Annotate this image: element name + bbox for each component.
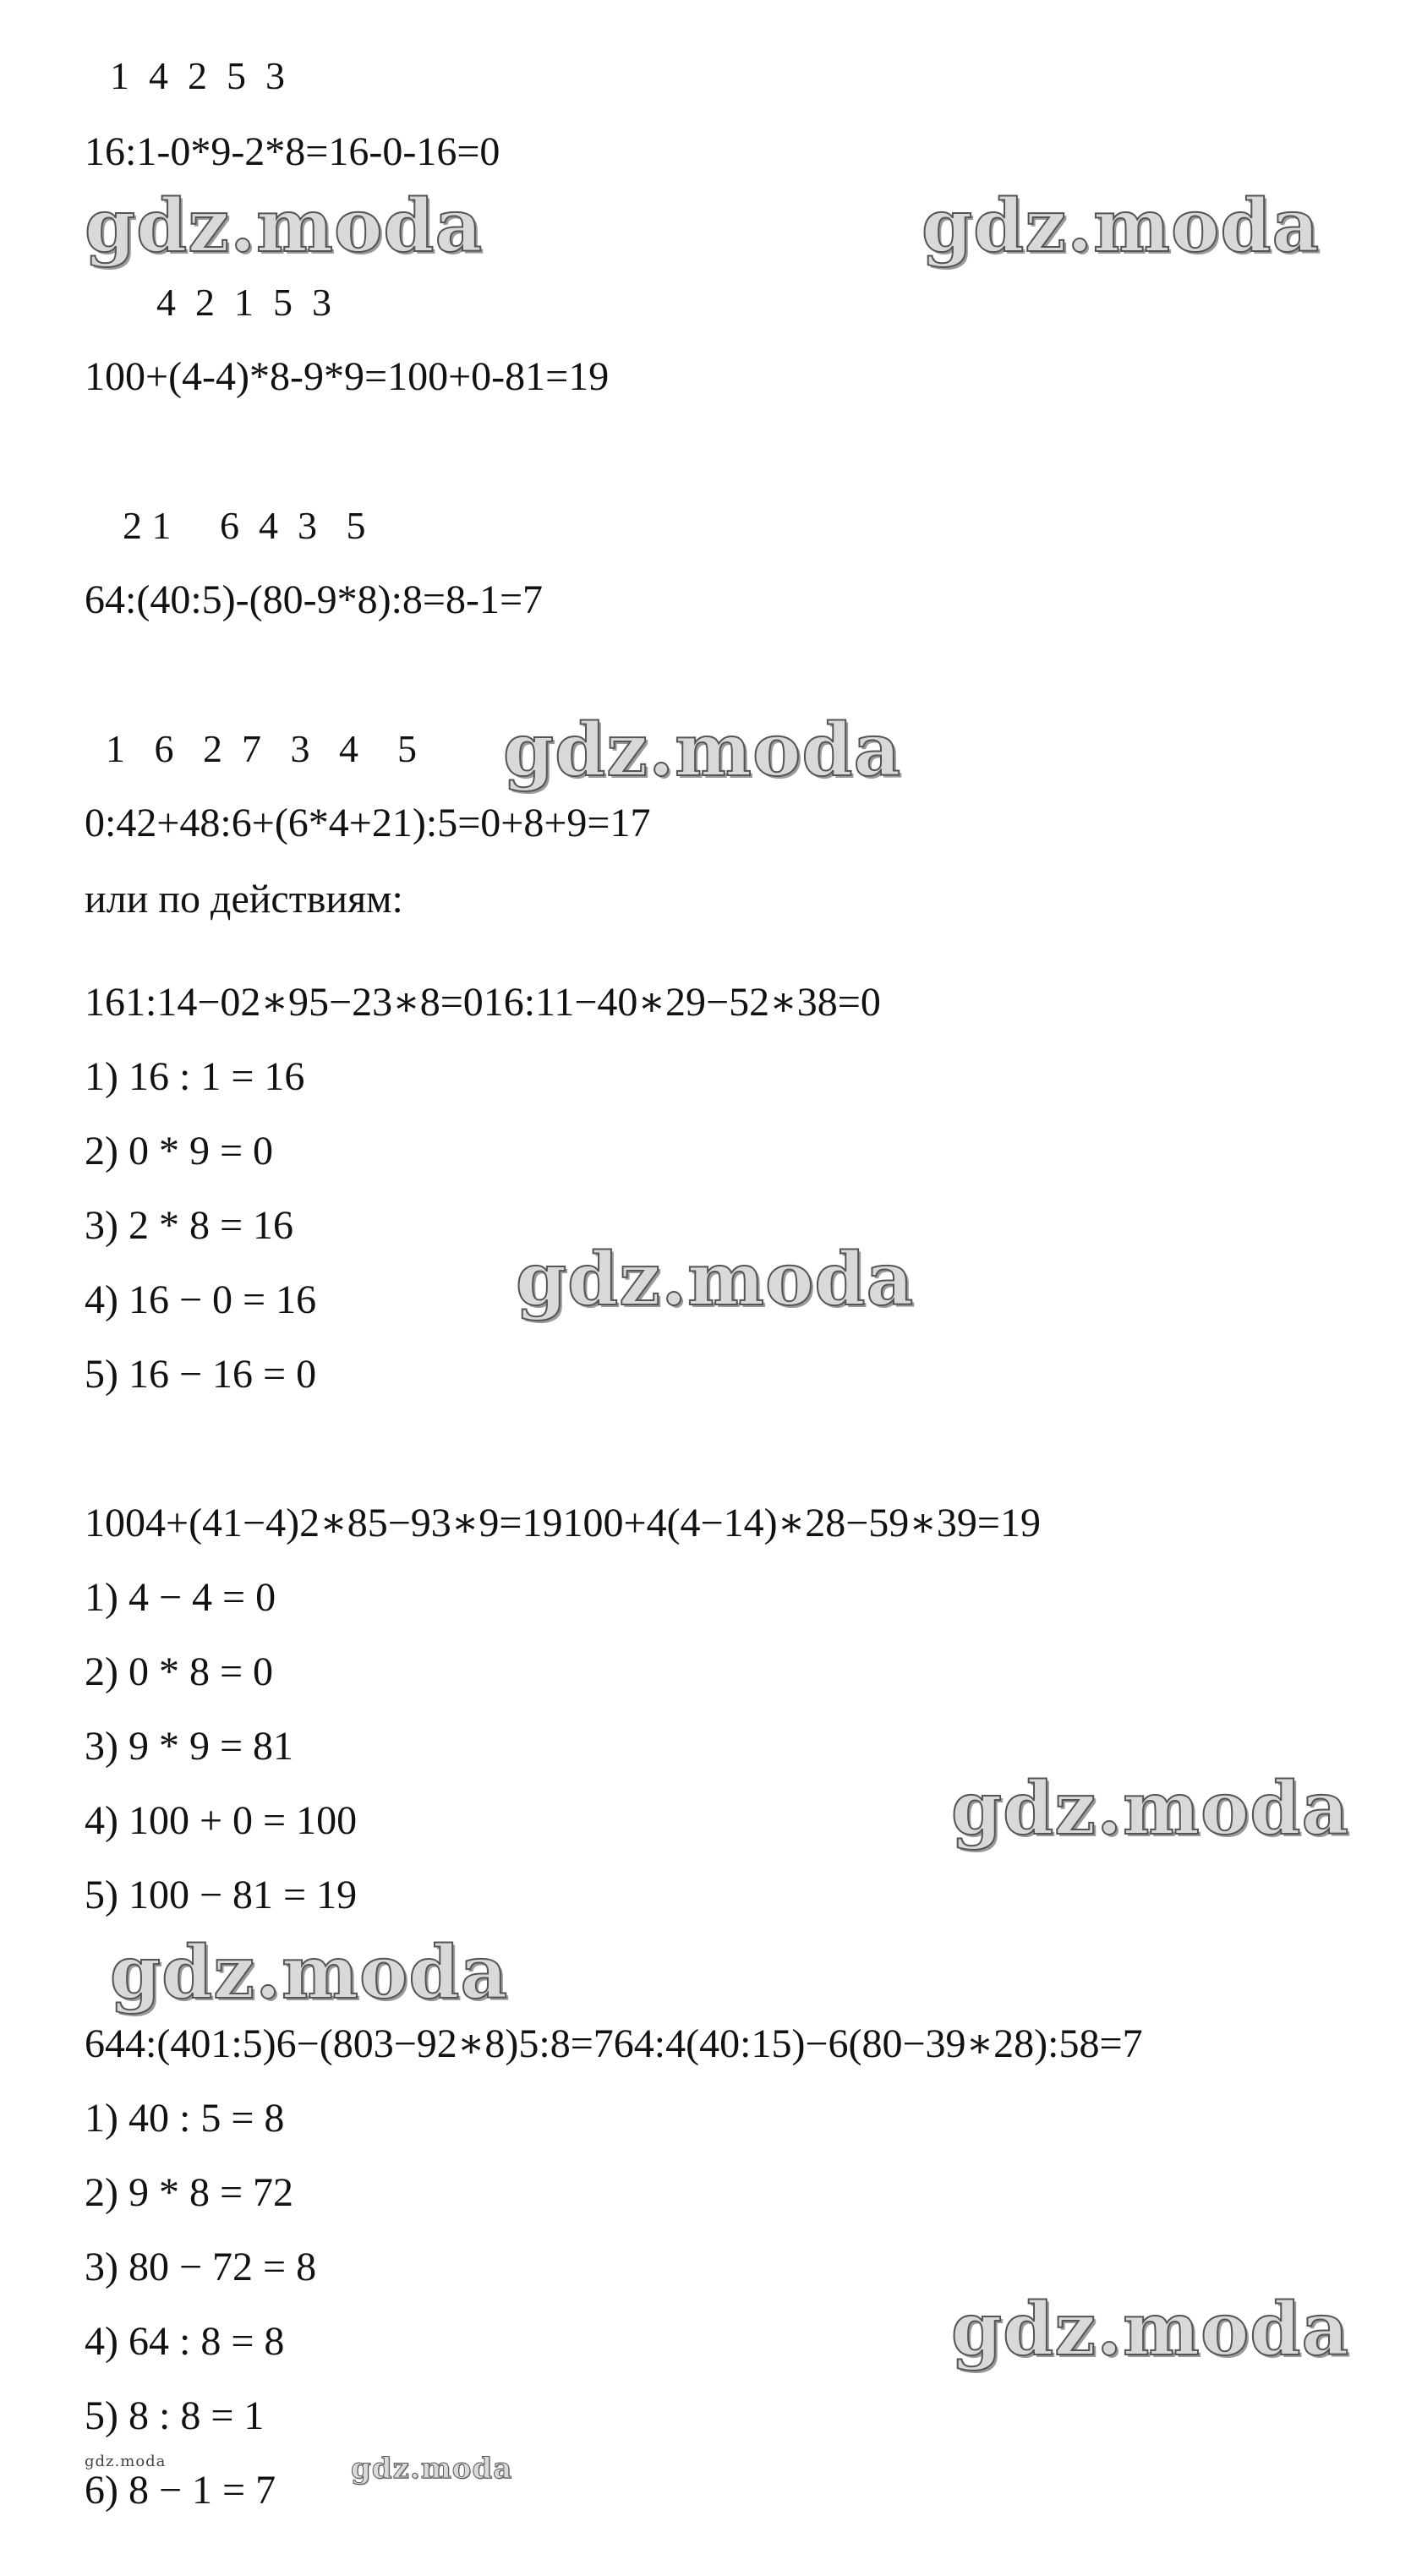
steps3-item: 4) 64 : 8 = 8	[85, 2319, 285, 2364]
steps2-item: 1) 4 − 4 = 0	[85, 1575, 276, 1620]
steps2-item: 3) 9 * 9 = 81	[85, 1724, 294, 1769]
watermark-logo: gdz.moda	[951, 1766, 1350, 1851]
order-numbers-3: 2 1 6 4 3 5	[123, 504, 366, 547]
steps3-item: 2) 9 * 8 = 72	[85, 2170, 294, 2215]
order-numbers-4: 1 6 2 7 3 4 5	[106, 727, 417, 770]
steps2-item: 2) 0 * 8 = 0	[85, 1649, 274, 1694]
steps3-expression: 644:(401:5)6−(803−92∗8)5:8=764:4(40:15)−6(80−39∗28):58=7	[85, 2021, 1143, 2066]
intro-text: или по действиям:	[85, 877, 403, 922]
order-numbers-1: 1 4 2 5 3	[110, 54, 285, 97]
steps1-item: 2) 0 * 9 = 0	[85, 1129, 274, 1173]
steps3-item: 6) 8 − 1 = 7	[85, 2468, 276, 2513]
order-numbers-2: 4 2 1 5 3	[156, 281, 331, 324]
watermark-logo: gdz.moda	[951, 2287, 1350, 2372]
steps1-item: 4) 16 − 0 = 16	[85, 1277, 317, 1322]
steps3-item: 5) 8 : 8 = 1	[85, 2393, 265, 2438]
steps2-expression: 1004+(41−4)2∗85−93∗9=19100+4(4−14)∗28−59∗39=19	[85, 1501, 1041, 1545]
watermark-logo-small: gdz.moda	[351, 2452, 513, 2486]
expression-2: 100+(4-4)*8-9*9=100+0-81=19	[85, 354, 610, 399]
steps1-item: 1) 16 : 1 = 16	[85, 1054, 305, 1099]
expression-3: 64:(40:5)-(80-9*8):8=8-1=7	[85, 577, 544, 622]
steps3-item: 1) 40 : 5 = 8	[85, 2096, 285, 2141]
watermark-logo: gdz.moda	[516, 1237, 915, 1322]
watermark-logo: gdz.moda	[503, 708, 902, 793]
watermark-logo: gdz.moda	[110, 1930, 509, 2015]
watermark-logo: gdz.moda	[922, 183, 1321, 269]
steps2-item: 4) 100 + 0 = 100	[85, 1798, 358, 1843]
expression-1: 16:1-0*9-2*8=16-0-16=0	[85, 129, 500, 174]
steps1-item: 3) 2 * 8 = 16	[85, 1203, 294, 1248]
steps1-item: 5) 16 − 16 = 0	[85, 1352, 317, 1397]
watermark-logo-tiny: gdz.moda	[85, 2453, 167, 2470]
steps2-item: 5) 100 − 81 = 19	[85, 1873, 358, 1917]
watermark-logo: gdz.moda	[85, 183, 484, 269]
expression-4: 0:42+48:6+(6*4+21):5=0+8+9=17	[85, 801, 651, 845]
steps3-item: 3) 80 − 72 = 8	[85, 2245, 317, 2289]
steps1-expression: 161:14−02∗95−23∗8=016:11−40∗29−52∗38=0	[85, 980, 881, 1025]
